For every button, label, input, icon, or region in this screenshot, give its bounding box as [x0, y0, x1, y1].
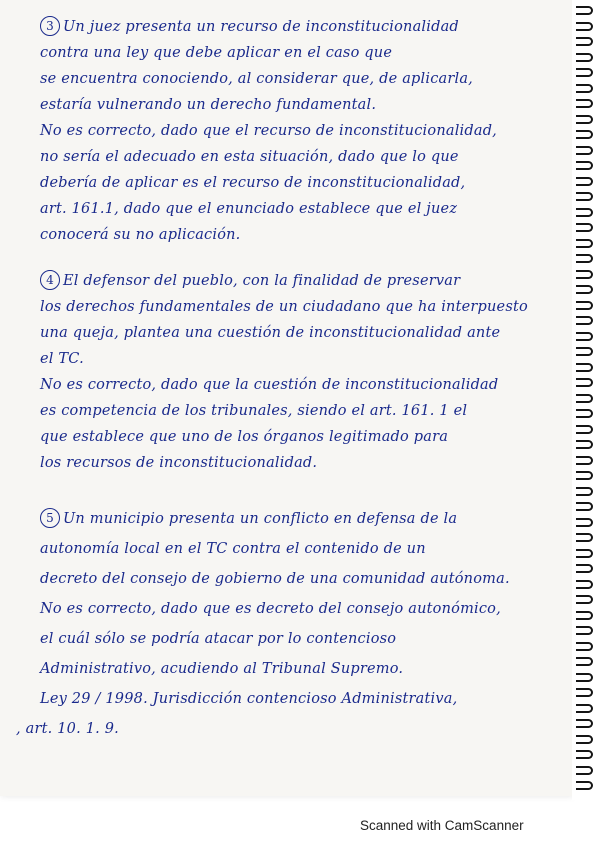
note-line: No es correcto, dado que el recurso de inconstitucionalidad,: [40, 123, 497, 139]
spiral-ring: [576, 440, 593, 449]
spiral-ring: [576, 115, 593, 124]
spiral-ring: [576, 549, 593, 558]
note-line: los derechos fundamentales de un ciudadano que ha interpuesto: [40, 299, 528, 315]
note-line: el cuál sólo se podría atacar por lo contencioso: [40, 631, 397, 647]
scanner-watermark: Scanned with CamScanner: [360, 818, 524, 833]
spiral-ring: [576, 564, 593, 573]
spiral-ring: [576, 409, 593, 418]
spiral-ring: [576, 316, 593, 325]
spiral-ring: [576, 270, 593, 279]
spiral-ring: [576, 84, 593, 93]
note-line: [40, 14, 560, 40]
spiral-ring: [576, 750, 593, 759]
spiral-binding: [572, 0, 599, 800]
spiral-ring: [576, 363, 593, 372]
spiral-ring: [576, 719, 593, 728]
note-line: los recursos de inconstitucionalidad.: [40, 455, 318, 471]
spiral-ring: [576, 99, 593, 108]
spiral-ring: [576, 657, 593, 666]
note-question-3: [40, 14, 560, 248]
spiral-ring: [576, 781, 593, 790]
spiral-ring: [576, 223, 593, 232]
spiral-ring: [576, 6, 593, 15]
spiral-ring: [576, 208, 593, 217]
spiral-ring: [576, 735, 593, 744]
spiral-ring: [576, 177, 593, 186]
spiral-ring: [576, 487, 593, 496]
spiral-ring: [576, 580, 593, 589]
spiral-ring: [576, 766, 593, 775]
spiral-ring: [576, 688, 593, 697]
spiral-ring: [576, 611, 593, 620]
note-line: Administrativo, acudiendo al Tribunal Supremo.: [40, 661, 404, 677]
spiral-ring: [576, 68, 593, 77]
spiral-ring: [576, 533, 593, 542]
question-number: 5: [40, 508, 60, 528]
note-line: autonomía local en el TC contra el contenido de un: [40, 541, 426, 557]
spiral-ring: [576, 239, 593, 248]
note-line: art. 161.1, dado que el enunciado establece que el juez: [40, 201, 458, 217]
note-line: decreto del consejo de gobierno de una comunidad autónoma.: [40, 571, 510, 587]
note-line: Ley 29 / 1998. Jurisdicción contencioso Administrativa,: [40, 691, 458, 707]
spiral-ring: [576, 192, 593, 201]
spiral-ring: [576, 332, 593, 341]
spiral-ring: [576, 254, 593, 263]
note-question-4: [40, 268, 560, 476]
spiral-ring: [576, 471, 593, 480]
note-line: contra una ley que debe aplicar en el caso que: [40, 45, 393, 61]
spiral-ring: [576, 378, 593, 387]
note-line: [40, 268, 560, 294]
spiral-ring: [576, 704, 593, 713]
spiral-ring: [576, 130, 593, 139]
spiral-ring: [576, 146, 593, 155]
question-number: 4: [40, 270, 60, 290]
spiral-ring: [576, 456, 593, 465]
note-line: No es correcto, dado que la cuestión de inconstitucionalidad: [40, 377, 499, 393]
spiral-ring: [576, 425, 593, 434]
note-line: [40, 504, 560, 534]
note-line: debería de aplicar es el recurso de inconstitucionalidad,: [40, 175, 466, 191]
question-number: 3: [40, 16, 60, 36]
note-line: , art. 10. 1. 9.: [16, 721, 119, 737]
note-line: que establece que uno de los órganos legitimado para: [40, 429, 449, 445]
spiral-ring: [576, 595, 593, 604]
spiral-ring: [576, 394, 593, 403]
spiral-ring: [576, 22, 593, 31]
note-text: Un juez presenta un recurso de inconstitucionalidad: [63, 19, 459, 35]
note-line: es competencia de los tribunales, siendo el art. 161. 1 el: [40, 403, 468, 419]
spiral-ring: [576, 502, 593, 511]
note-line: estaría vulnerando un derecho fundamental.: [40, 97, 377, 113]
note-line: el TC.: [40, 351, 84, 367]
spiral-ring: [576, 642, 593, 651]
spiral-ring: [576, 53, 593, 62]
spiral-ring: [576, 626, 593, 635]
spiral-ring: [576, 161, 593, 170]
spiral-ring: [576, 347, 593, 356]
note-text: El defensor del pueblo, con la finalidad de preservar: [63, 273, 461, 289]
note-line: se encuentra conociendo, al considerar que, de aplicarla,: [40, 71, 473, 87]
spiral-ring: [576, 37, 593, 46]
note-question-5: [16, 504, 560, 744]
note-line: No es correcto, dado que es decreto del consejo autonómico,: [40, 601, 501, 617]
note-line: una queja, plantea una cuestión de inconstitucionalidad ante: [40, 325, 501, 341]
note-line: conocerá su no aplicación.: [40, 227, 241, 243]
spiral-ring: [576, 285, 593, 294]
spiral-ring: [576, 673, 593, 682]
note-line: no sería el adecuado en esta situación, dado que lo que: [40, 149, 459, 165]
note-text: Un municipio presenta un conflicto en defensa de la: [63, 511, 458, 527]
spiral-ring: [576, 301, 593, 310]
spiral-ring: [576, 518, 593, 527]
